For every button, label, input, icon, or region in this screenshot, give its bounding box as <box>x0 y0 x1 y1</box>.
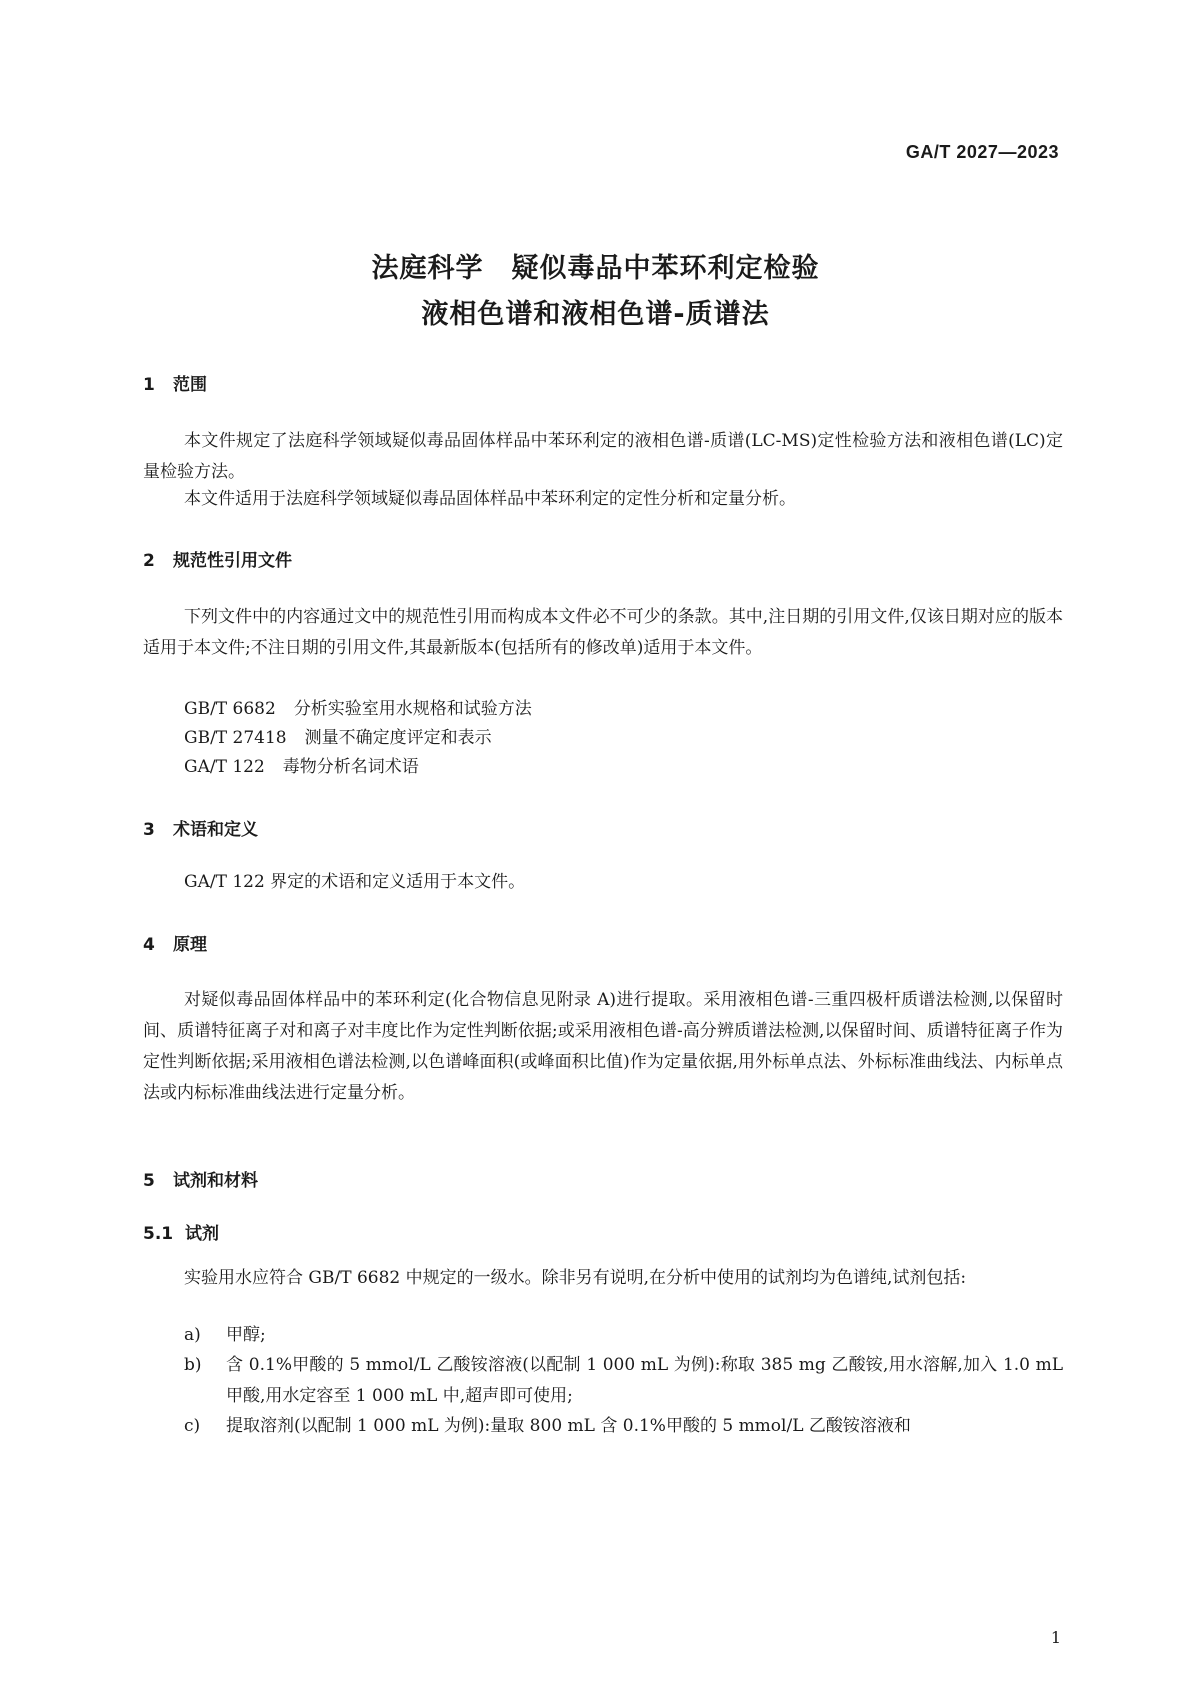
section-1-heading <box>143 370 207 395</box>
section-3-heading <box>143 815 258 840</box>
title-line-2: 液相色谱和液相色谱-质谱法 <box>421 299 770 330</box>
section-title: 规范性引用文件 <box>173 551 292 571</box>
section-4-heading <box>143 930 207 955</box>
section-title: 术语和定义 <box>173 820 258 840</box>
reference-title: 分析实验室用水规格和试验方法 <box>293 699 532 719</box>
reference-code: GA/T 122 <box>184 757 265 777</box>
reference-code: GB/T 6682 <box>184 699 276 719</box>
list-item-label: a) <box>184 1325 201 1345</box>
section-4-paragraph-1: 对疑似毒品固体样品中的苯环利定(化合物信息见附录 A)进行提取。采用液相色谱-三重四极杆质谱法检测,以保留时间、质谱特征离子对和离子对丰度比作为定性判断依据;或采用液相色谱-高分辨质谱法检测,以保留时间、质谱特征离子作为定性判断依据;采用液相色谱法检测,以色谱峰面积(或峰面积比值)作为定量依据,用外标单点法、外标标准曲线法、内标单点法或内标标准曲线法进行定量分析。 <box>143 990 1063 1103</box>
title-line-1: 法庭科学 疑似毒品中苯环利定检验 <box>371 253 820 284</box>
list-item-text: 提取溶剂(以配制 1 000 mL 为例):量取 800 mL 含 0.1%甲酸的 5 mmol/L 乙酸铵溶液和 <box>226 1416 911 1436</box>
reference-title: 测量不确定度评定和表示 <box>304 728 492 748</box>
section-number: 4 <box>143 935 155 955</box>
section-1-paragraph-2: 本文件适用于法庭科学领域疑似毒品固体样品中苯环利定的定性分析和定量分析。 <box>184 489 796 509</box>
normative-reference <box>184 723 492 748</box>
section-2-heading <box>143 546 292 571</box>
reagent-list-item <box>184 1411 1063 1442</box>
document-code: GA/T 2027—2023 <box>905 142 1059 162</box>
section-1-paragraph-1: 本文件规定了法庭科学领域疑似毒品固体样品中苯环利定的液相色谱-质谱(LC-MS)定性检验方法和液相色谱(LC)定量检验方法。 <box>143 431 1063 482</box>
page-number: 1 <box>1050 1628 1061 1647</box>
section-2-paragraph-1: 下列文件中的内容通过文中的规范性引用而构成本文件必不可少的条款。其中,注日期的引用文件,仅该日期对应的版本适用于本文件;不注日期的引用文件,其最新版本(包括所有的修改单)适用于本文件。 <box>143 607 1063 658</box>
section-3-paragraph-1: GA/T 122 界定的术语和定义适用于本文件。 <box>184 872 526 892</box>
reference-code: GB/T 27418 <box>184 728 287 748</box>
section-5-1-paragraph-1: 实验用水应符合 GB/T 6682 中规定的一级水。除非另有说明,在分析中使用的试剂均为色谱纯,试剂包括: <box>184 1268 967 1288</box>
list-item-label: c) <box>184 1416 201 1436</box>
section-number: 2 <box>143 551 155 571</box>
list-item-label: b) <box>184 1355 202 1375</box>
section-number: 3 <box>143 820 155 840</box>
section-number: 5.1 <box>143 1224 174 1244</box>
section-title: 试剂 <box>185 1224 219 1244</box>
section-5-heading <box>143 1166 258 1191</box>
section-title: 试剂和材料 <box>173 1171 258 1191</box>
normative-reference <box>184 752 419 777</box>
list-item-text: 含 0.1%甲酸的 5 mmol/L 乙酸铵溶液(以配制 1 000 mL 为例):称取 385 mg 乙酸铵,用水溶解,加入 1.0 mL 甲酸,用水定容至 1 000 mL 中,超声即可使用; <box>226 1355 1063 1406</box>
reagent-list-item <box>184 1320 1063 1351</box>
section-title: 范围 <box>173 375 207 395</box>
section-number: 1 <box>143 375 155 395</box>
section-title: 原理 <box>173 935 207 955</box>
normative-reference <box>184 694 532 719</box>
reference-title: 毒物分析名词术语 <box>282 757 419 777</box>
section-number: 5 <box>143 1171 155 1191</box>
list-item-text: 甲醇; <box>226 1325 266 1345</box>
reagent-list-item <box>184 1350 1063 1412</box>
section-5-1-heading <box>143 1219 219 1244</box>
